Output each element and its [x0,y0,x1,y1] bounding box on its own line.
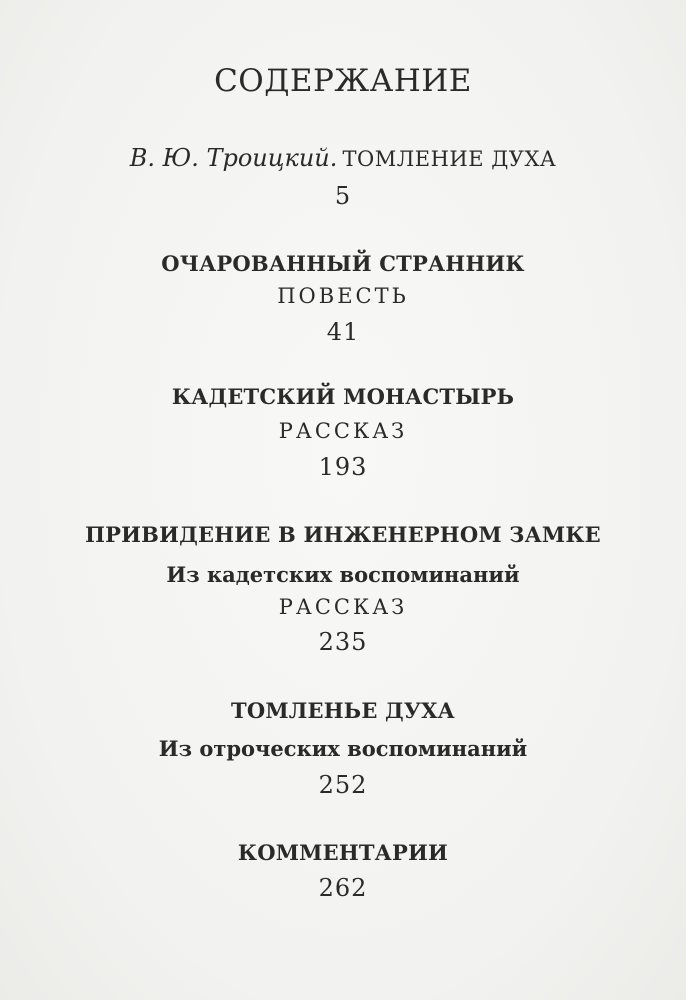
toc-entry-4-genre: РАССКАЗ [278,595,408,619]
toc-entry-4-subtitle: Из кадетских воспоминаний [166,562,520,587]
toc-entry-3-genre: РАССКАЗ [278,419,408,443]
toc-entry-5-title: ТОМЛЕНЬЕ ДУХА [231,698,455,723]
toc-entry-1-heading: В. Ю. Троицкий. ТОМЛЕНИЕ ДУХА [129,144,557,172]
toc-entry-4-page: 235 [318,628,368,656]
toc-entry-5-page: 252 [318,771,368,799]
toc-entry-1-page: 5 [334,182,352,210]
page-title: СОДЕРЖАНИЕ [214,63,472,99]
toc-entry-5-subtitle: Из отроческих воспоминаний [158,736,528,761]
toc-entry-3-title: КАДЕТСКИЙ МОНАСТЫРЬ [171,384,515,409]
toc-entry-6-page: 262 [318,874,368,902]
toc-entry-2-page: 41 [326,318,360,346]
toc-entry-6-title: КОММЕНТАРИИ [237,840,449,865]
toc-entry-4-title: ПРИВИДЕНИЕ В ИНЖЕНЕРНОМ ЗАМКЕ [85,522,601,547]
toc-entry-1-title: ТОМЛЕНИЕ ДУХА [342,147,557,171]
toc-entry-1-author: В. Ю. Троицкий [129,144,330,172]
toc-entry-2-genre: ПОВЕСТЬ [277,284,409,308]
toc-entry-2-title: ОЧАРОВАННЫЙ СТРАННИК [161,251,525,276]
toc-entry-3-page: 193 [318,453,368,481]
